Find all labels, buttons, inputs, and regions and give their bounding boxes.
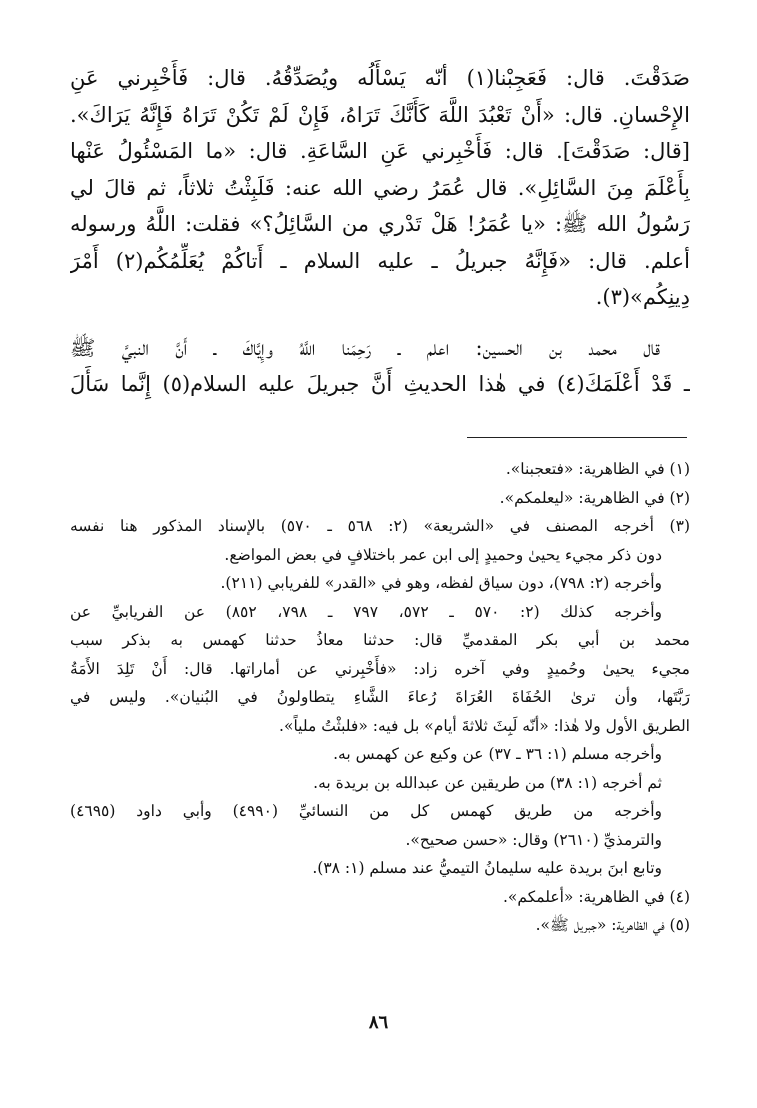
- main-text: [70, 60, 690, 403]
- footnote-line: وأخرجه من طريق كهمس كل من النسائيِّ (٤٩٩٠) وأبي داود (٤٦٩٥): [70, 802, 662, 820]
- main-line: ـ قَدْ أَعْلَمَكَ(٤) في هٰذا الحديثِ أَنَّ جبريلَ عليه السلام(٥) إِنَّما سَأَلَ: [70, 372, 690, 396]
- footnote-line: والترمذيِّ (٢٦١٠) وقال: «حسن صحيح».: [405, 830, 662, 849]
- footnote-line: (٣) أخرجه المصنف في «الشريعة» (٢: ٥٦٨ ـ ٥٧٠) بالإسناد المذكور هنا نفسه: [70, 517, 690, 535]
- footnote-line: (٥) في الظاهرية: «جبريل ﷺ».: [535, 916, 690, 934]
- footnotes: [70, 455, 690, 940]
- main-line: بِأَعْلَمَ مِنَ السَّائِلِ». قال عُمَرُ رضي الله عنه: فَلَبِثْتُ ثلاثاً، ثم قالَ لي: [70, 175, 690, 200]
- main-line: قال محمد بن الحسين: اعلم ـ رَحِمَنا اللَّهُ وإِيَّاكَ ـ أَنَّ النبيَّ ﷺ: [70, 335, 660, 360]
- page-number: ٨٦: [368, 1012, 389, 1033]
- footnote-line: (٤) في الظاهرية: «أعلمكم».: [502, 887, 690, 906]
- main-line: دِينِكُم»(٣).: [595, 285, 690, 309]
- footnote-line: ثم أخرجه (١: ٣٨) من طريقين عن عبدالله بن بريدة به.: [313, 773, 662, 792]
- footnote-separator: [467, 437, 687, 438]
- footnote-line: وأخرجه كذلك (٢: ٥٧٠ ـ ٥٧٢، ٧٩٧ ـ ٧٩٨، ٨٥٢) عن الفريابيِّ عن: [70, 602, 662, 621]
- main-line: الإِحْسانِ. قال: «أَنْ تَعْبُدَ اللَّهَ كَأَنَّكَ تَرَاهُ، فَإِنْ لَمْ تَكُنْ تَرَاهُ فَإِنَّهُ يَرَاكَ».: [70, 102, 690, 127]
- paragraph-gap: [70, 316, 690, 330]
- main-line: صَدَقْتَ. قال: فَعَجِبْنا(١) أنّه يَسْأَلُه ويُصَدِّقُهُ. قال: فَأَخْبِرني عَنِ: [70, 66, 690, 90]
- footnote-line: (٢) في الظاهرية: «ليعلمكم».: [499, 488, 690, 507]
- footnote-line: رَبَّتَها، وأن ترىٰ الحُفَاةَ العُرَاةَ رُعاءَ الشَّاءِ يتطاولونُ في البُنيان». وليس في: [70, 688, 690, 706]
- footnote-line: (١) في الظاهرية: «فتعجبنا».: [505, 460, 690, 478]
- footnote-line: وأخرجه مسلم (١: ٣٦ ـ ٣٧) عن وكيع عن كهمس به.: [333, 745, 662, 763]
- footnote-line: الطريق الأول ولا هٰذا: «أنّه لَبِثَ ثلاثةَ أيام» بل فيه: «فلبثْتُ ملياً».: [279, 716, 690, 735]
- main-line: أعلم. قال: «فَإِنَّهُ جبريلُ ـ عليه السلام ـ أَتاكُمْ يُعَلِّمُكُم(٢) أَمْرَ: [70, 248, 690, 273]
- footnote-line: وأخرجه (٢: ٧٩٨)، دون سياق لفظه، وهو في «القدر» للفريابي (٢١١).: [220, 574, 662, 592]
- footnote-line: محمد بن أبي بكر المقدميِّ قال: حدثنا معاذُ حدثنا كهمس به بذكر سبب: [70, 631, 690, 649]
- footnote-line: مجيء يحيىٰ وحُميدٍ وفي آخره زاد: «فأَخْبِرني عن أماراتها. قال: أَنْ تَلِدَ الأَمَةُ: [70, 659, 690, 678]
- footnote-line: دون ذكر مجيء يحيىٰ وحميدٍ إلى ابن عمر باختلافٍ في بعض المواضع.: [224, 545, 662, 564]
- main-line: [قال: صَدَقْتَ]. قال: فَأَخْبِرني عَنِ السَّاعَةِ. قال: «ما المَسْئُولُ عَنْها: [70, 139, 690, 163]
- main-line: رَسُولُ الله ﷺ: «يا عُمَرُ! هَلْ تَدْري من السَّائِلُ؟» فقلت: اللَّهُ ورسوله: [70, 212, 690, 236]
- footnote-line: وتابع ابنَ بريدة عليه سليمانُ التيميُّ عند مسلم (١: ٣٨).: [312, 859, 662, 877]
